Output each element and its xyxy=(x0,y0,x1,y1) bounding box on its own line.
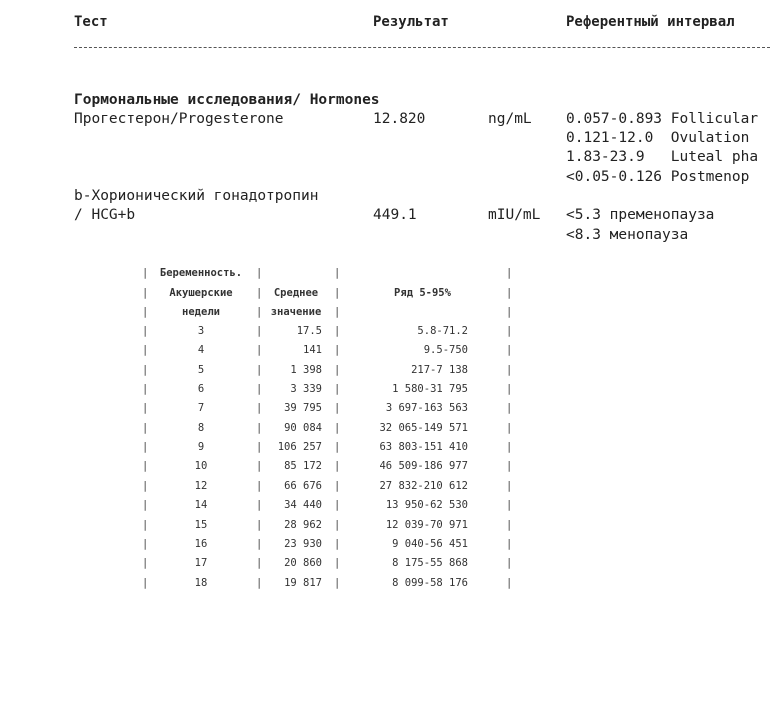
table-row xyxy=(0,422,770,436)
table-divider: | xyxy=(334,460,341,473)
table-divider: | xyxy=(334,344,341,357)
table-divider: | xyxy=(256,441,263,454)
hcg-name-line1: b-Хорионический гонадотропин xyxy=(74,188,319,204)
table-cell-mean: 3 339 xyxy=(290,383,322,396)
table-divider: | xyxy=(506,460,513,473)
table-divider: | xyxy=(256,576,263,589)
table-row xyxy=(0,577,770,591)
table-row xyxy=(0,538,770,552)
table-cell-mean: 85 172 xyxy=(284,460,322,473)
table-divider: | xyxy=(334,402,341,415)
table-cell-range: 46 509-186 977 xyxy=(379,460,468,473)
table-row xyxy=(0,402,770,416)
table-divider: | xyxy=(334,557,341,570)
table-cell-range: 12 039-70 971 xyxy=(385,518,468,531)
table-row xyxy=(0,557,770,571)
hcg-unit: mIU/mL xyxy=(488,207,541,223)
table-cell-week: 6 xyxy=(197,383,205,396)
table-divider: | xyxy=(334,499,341,512)
table-divider: | xyxy=(506,421,513,434)
table-row xyxy=(0,325,770,339)
table-divider: | xyxy=(256,344,263,357)
table-cell-range: 8 175-55 868 xyxy=(392,557,468,570)
table-divider: | xyxy=(256,363,263,376)
table-header-mean: Среднее xyxy=(273,287,319,299)
table-divider: | xyxy=(256,537,263,550)
table-divider: | xyxy=(334,363,341,376)
table-divider: | xyxy=(506,344,513,357)
table-cell-mean: 23 930 xyxy=(284,537,322,550)
table-cell-range: 32 065-149 571 xyxy=(379,421,468,434)
table-divider: | xyxy=(142,499,149,512)
table-cell-mean: 34 440 xyxy=(284,499,322,512)
table-divider: | xyxy=(256,383,263,396)
table-cell-week: 8 xyxy=(197,421,205,434)
table-divider: | xyxy=(334,383,341,396)
header-test: Тест xyxy=(74,14,108,30)
section-title: Гормональные исследования/ Hormones xyxy=(74,92,380,108)
table-divider: | xyxy=(142,325,149,337)
progesterone-ref-line: 0.057-0.893 Follicular xyxy=(566,111,759,127)
hcg-result: 449.1 xyxy=(373,207,417,223)
table-cell-range: 5.8-71.2 xyxy=(417,325,468,337)
table-cell-mean: 141 xyxy=(303,344,322,357)
table-divider: | xyxy=(142,421,149,434)
header-result: Результат xyxy=(373,14,449,30)
progesterone-ref-line: <0.05-0.126 Postmenop xyxy=(566,169,750,185)
table-row xyxy=(0,364,770,378)
table-divider: | xyxy=(142,479,149,492)
table-divider: | xyxy=(256,402,263,415)
table-row xyxy=(0,519,770,533)
table-divider: | xyxy=(256,557,263,570)
table-cell-range: 8 099-58 176 xyxy=(392,576,468,589)
table-cell-mean: 1 398 xyxy=(290,363,322,376)
table-cell-range: 27 832-210 612 xyxy=(379,479,468,492)
table-cell-range: 9 040-56 451 xyxy=(392,537,468,550)
table-cell-week: 5 xyxy=(197,363,205,376)
table-header-range: Ряд 5-95% xyxy=(394,287,451,299)
table-cell-week: 7 xyxy=(197,402,205,415)
table-divider: | xyxy=(142,441,149,454)
table-header-week: Акушерские xyxy=(169,287,233,299)
table-cell-week: 18 xyxy=(194,576,208,589)
table-divider: | xyxy=(334,421,341,434)
table-cell-range: 1 580-31 795 xyxy=(392,383,468,396)
table-cell-week: 14 xyxy=(194,499,208,512)
table-cell-mean: 106 257 xyxy=(277,441,322,454)
table-divider: | xyxy=(142,363,149,376)
table-row xyxy=(0,344,770,358)
table-divider: | xyxy=(142,518,149,531)
table-divider: | xyxy=(256,518,263,531)
table-cell-range: 63 803-151 410 xyxy=(379,441,468,454)
table-divider: | xyxy=(506,383,513,396)
table-divider: | xyxy=(506,537,513,550)
table-divider: | xyxy=(142,344,149,357)
table-cell-mean: 39 795 xyxy=(284,402,322,415)
table-divider: | xyxy=(506,499,513,512)
table-divider: | xyxy=(506,402,513,415)
table-cell-range: 217-7 138 xyxy=(411,363,468,376)
table-divider: | xyxy=(506,441,513,454)
table-divider: | xyxy=(256,499,263,512)
table-divider: | xyxy=(142,576,149,589)
table-cell-mean: 66 676 xyxy=(284,479,322,492)
table-divider: | xyxy=(506,363,513,376)
table-cell-mean: 20 860 xyxy=(284,557,322,570)
table-divider: | xyxy=(142,557,149,570)
table-divider: | xyxy=(334,537,341,550)
table-cell-week: 15 xyxy=(194,518,208,531)
table-header-mean: значение xyxy=(270,306,322,318)
hcg-name-line2: / HCG+b xyxy=(74,207,136,223)
table-cell-range: 3 697-163 563 xyxy=(385,402,468,415)
table-cell-mean: 90 084 xyxy=(284,421,322,434)
table-row xyxy=(0,441,770,455)
table-row xyxy=(0,383,770,397)
table-divider: | xyxy=(334,441,341,454)
table-cell-week: 17 xyxy=(194,557,208,570)
progesterone-unit: ng/mL xyxy=(488,111,532,127)
table-divider: | xyxy=(256,460,263,473)
table-divider: | xyxy=(506,479,513,492)
table-cell-week: 12 xyxy=(194,479,208,492)
table-divider: | xyxy=(256,479,263,492)
table-cell-week: 3 xyxy=(197,325,205,337)
table-divider: | xyxy=(506,325,513,337)
pregnancy-hcg-table: | Беременность. | | | | Акушерские | Среднее | Ряд 5-95% | | недели | значение | | | 3 | 17.5 | 5.8-71.2 | | 4 | 141 | 9.5-750 | | 5 | 1 398 | 217-7 138 | | 6 | 3 339 | 1 580-31 795 | | 7 | 39 795 | 3 697-163 563 | | 8 | 90 084 | 32 065-149 571 | | 9 | 106 257 | 63 803-151 410 | | 10 | 85 172 | 46 509-186 977 | | 12 | 66 676 | 27 832-210 612 | | 14 | 34 440 | 13 950-62 530 | | 15 | 28 962 | 12 039-70 971 | | 16 | 23 930 | 9 040-56 451 | | 17 | 20 860 | 8 175-55 868 | | 18 | 19 817 | 8 099-58 176 | xyxy=(0,0,770,721)
progesterone-ref-line: 1.83-23.9 Luteal pha xyxy=(566,149,759,165)
progesterone-ref-line: 0.121-12.0 Ovulation xyxy=(566,130,750,146)
table-divider: | xyxy=(334,576,341,589)
table-divider: | xyxy=(334,518,341,531)
header-reference: Референтный интервал xyxy=(566,14,735,30)
table-divider: | xyxy=(142,537,149,550)
table-divider: | xyxy=(142,402,149,415)
hcg-ref-line: <5.3 пременопауза xyxy=(566,207,715,223)
table-cell-week: 4 xyxy=(197,344,205,357)
table-divider: | xyxy=(506,518,513,531)
table-row xyxy=(0,480,770,494)
table-cell-range: 13 950-62 530 xyxy=(385,499,468,512)
table-row xyxy=(0,460,770,474)
table-divider: | xyxy=(256,421,263,434)
table-cell-mean: 28 962 xyxy=(284,518,322,531)
table-row xyxy=(0,499,770,513)
table-divider: | xyxy=(256,325,263,337)
table-header-week: Беременность. xyxy=(159,267,243,279)
table-divider: | xyxy=(142,460,149,473)
hcg-ref-line: <8.3 менопауза xyxy=(566,227,689,243)
table-divider: | xyxy=(506,557,513,570)
table-cell-mean: 19 817 xyxy=(284,576,322,589)
table-divider: | xyxy=(142,383,149,396)
table-cell-week: 16 xyxy=(194,537,208,550)
table-header-week: недели xyxy=(182,306,220,318)
table-divider: | xyxy=(334,325,341,337)
table-cell-range: 9.5-750 xyxy=(423,344,468,357)
table-cell-week: 9 xyxy=(197,441,205,454)
table-cell-week: 10 xyxy=(194,460,208,473)
table-divider: | xyxy=(506,576,513,589)
table-divider: | xyxy=(334,479,341,492)
progesterone-name: Прогестерон/Progesterone xyxy=(74,111,284,127)
progesterone-result: 12.820 xyxy=(373,111,426,127)
table-cell-mean: 17.5 xyxy=(296,325,322,337)
